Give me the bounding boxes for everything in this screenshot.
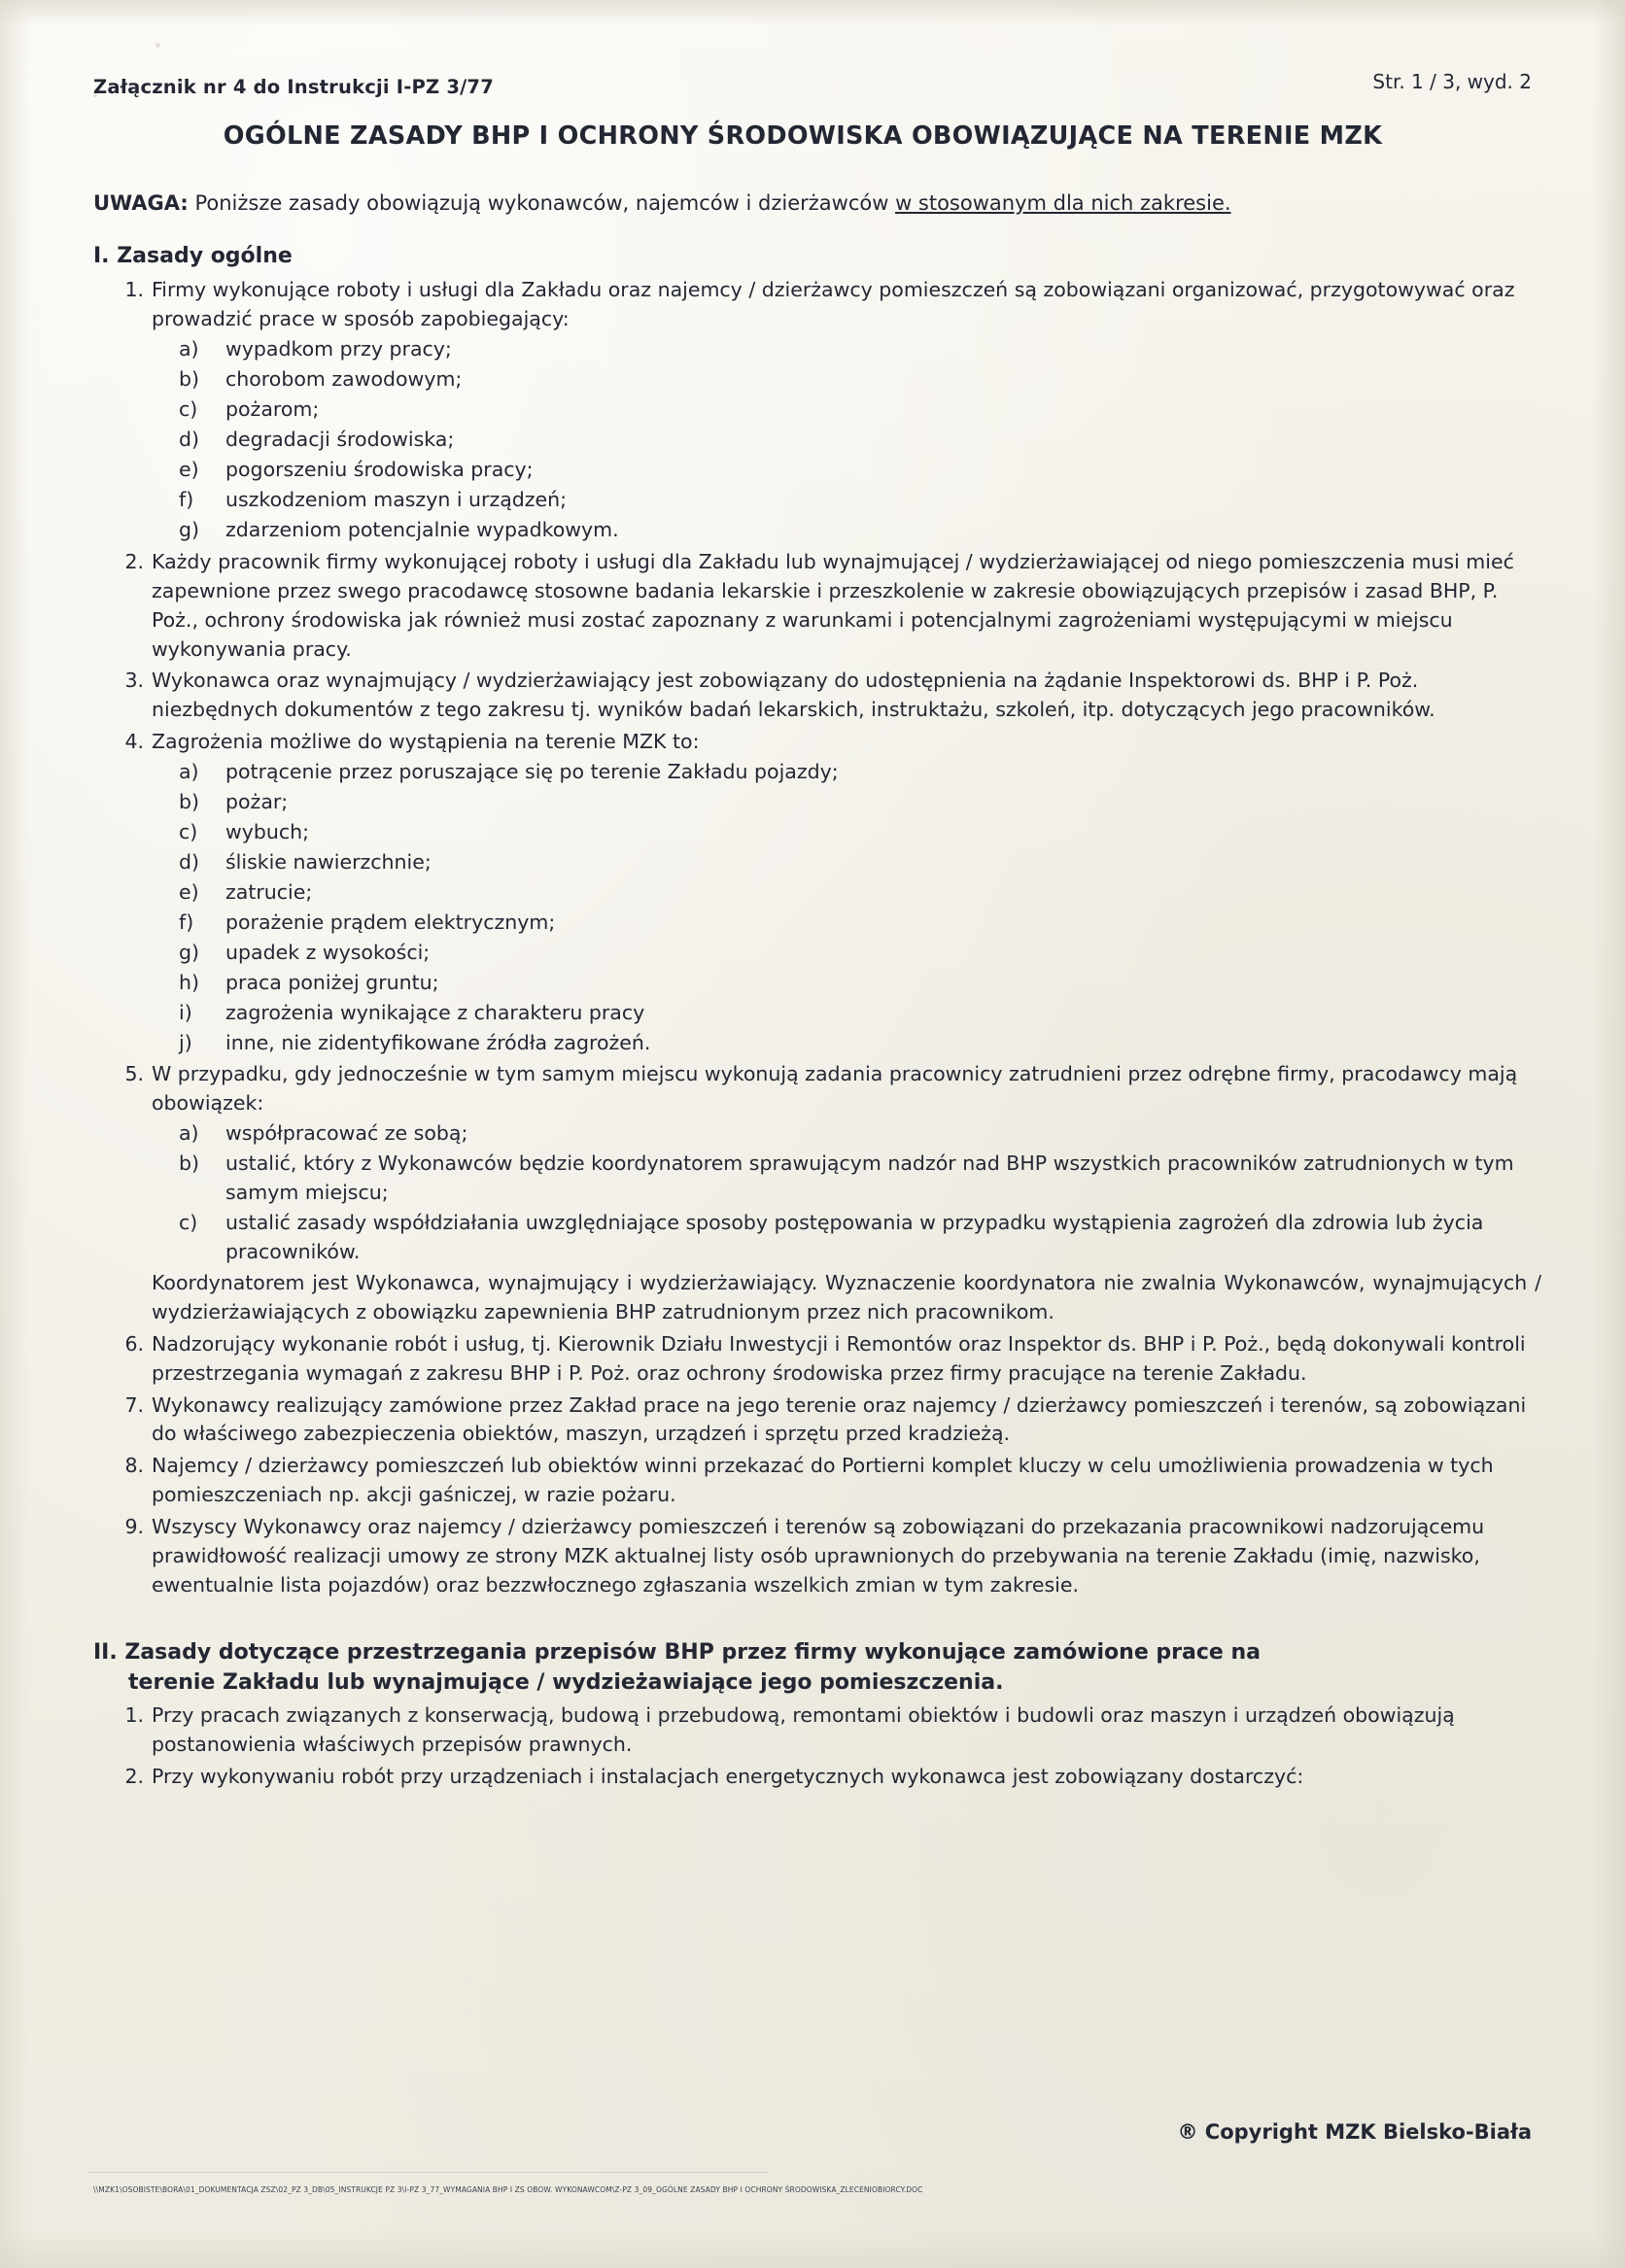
sub-list-item <box>152 1119 1541 1149</box>
list-item-text: Przy pracach związanych z konserwacją, budową i przebudową, remontami obiektów i budowli oraz maszyn i urządzeń obowiązują postanowienia właściwych przepisów prawnych. <box>152 1703 1455 1757</box>
sub-list-text: upadek z wysokości; <box>225 940 431 964</box>
sub-list-text: pogorszeniu środowiska pracy; <box>225 457 534 481</box>
sub-list-marker: c) <box>179 1211 198 1235</box>
section-2-title <box>93 1637 1541 1698</box>
list-marker: 2. <box>124 549 144 573</box>
sub-list-item <box>152 1029 1541 1058</box>
sub-list-marker: f) <box>179 487 194 511</box>
document-header <box>93 68 1541 101</box>
sub-list-marker: c) <box>179 820 198 844</box>
sub-list-text: zagrożenia wynikające z charakteru pracy <box>225 1000 645 1024</box>
sub-list-text: ustalić zasady współdziałania uwzględniające sposoby postępowania w przypadku wystąpienia zagrożeń dla zdrowia lub życia pracowników. <box>225 1211 1484 1263</box>
sub-list-item <box>152 878 1541 908</box>
sub-list-marker: a) <box>179 337 199 361</box>
list-marker: 7. <box>124 1392 144 1417</box>
sub-list-item <box>152 395 1541 425</box>
sub-list-marker: b) <box>179 367 200 392</box>
sub-list-marker: b) <box>179 1151 200 1176</box>
scan-speck <box>156 43 160 48</box>
sub-list-text: praca poniżej gruntu; <box>225 970 439 994</box>
sub-list-marker: a) <box>179 760 199 784</box>
sub-list-text: współpracować ze sobą; <box>225 1121 468 1146</box>
notice-label: UWAGA: <box>93 190 189 215</box>
sub-list-marker: g) <box>179 940 200 964</box>
sub-list-marker: h) <box>179 970 199 994</box>
sub-list-marker: j) <box>179 1030 192 1054</box>
sub-list-item <box>152 1209 1541 1267</box>
sub-list-text: uszkodzeniom maszyn i urządzeń; <box>225 487 568 511</box>
list-item-text: Nadzorujący wykonanie robót i usług, tj. Kierownik Działu Inwestycji i Remontów oraz Inspektor ds. BHP i P. Poż., będą dokonywali kontroli przestrzegania wymagań z zakresu BHP i P. Poż. oraz ochrony środowiska przez firmy pracujące na terenie Zakładu. <box>152 1331 1526 1385</box>
section-2-title-line-1: II. Zasady dotyczące przestrzegania przepisów BHP przez firmy wykonujące zamówione prace na <box>93 1640 1261 1666</box>
sub-list-marker: d) <box>179 849 200 874</box>
sub-list-text: pożar; <box>225 790 289 814</box>
sub-list-item <box>152 758 1541 787</box>
sub-list-marker: e) <box>179 879 199 904</box>
paper-edge-top <box>0 0 1625 25</box>
sub-list-text: chorobom zawodowym; <box>225 367 463 392</box>
list-item <box>93 1060 1541 1326</box>
sub-list-text: porażenie prądem elektrycznym; <box>225 910 556 934</box>
paper-edge-left <box>0 0 29 2268</box>
list-item-text: W przypadku, gdy jednocześnie w tym samym miejscu wykonują zadania pracownicy zatrudnieni przez odrębne firmy, pracodawcy mają obowiązek: <box>152 1062 1518 1116</box>
list-marker: 2. <box>124 1765 144 1789</box>
sub-list-item <box>152 486 1541 515</box>
list-item-text: Najemcy / dzierżawcy pomieszczeń lub obiektów winni przekazać do Portierni komplet kluczy w celu umożliwienia prowadzenia w tych pomieszczeniach np. akcji gaśniczej, w razie pożaru. <box>152 1454 1494 1507</box>
list-item <box>93 276 1541 544</box>
sub-list-item <box>152 426 1541 455</box>
sub-list-item <box>152 909 1541 938</box>
sub-list-marker: b) <box>179 790 200 814</box>
header-reference: Załącznik nr 4 do Instrukcji I-PZ 3/77 <box>93 76 494 98</box>
sub-list <box>152 335 1541 544</box>
sub-list <box>152 758 1541 1057</box>
list-marker: 6. <box>124 1331 144 1356</box>
sub-list-text: inne, nie zidentyfikowane źródła zagrożeń. <box>225 1030 651 1054</box>
sub-list-item <box>152 999 1541 1028</box>
sub-list-text: wybuch; <box>225 820 310 844</box>
list-marker: 3. <box>124 669 144 693</box>
sub-list-text: potrącenie przez poruszające się po terenie Zakładu pojazdy; <box>225 760 839 784</box>
sub-list-item <box>152 969 1541 998</box>
sub-list-marker: e) <box>179 457 199 481</box>
list-item-text: Wykonawca oraz wynajmujący / wydzierżawiający jest zobowiązany do udostępnienia na żądanie Inspektorowi ds. BHP i P. Poż. niezbędnych dokumentów z tego zakresu tj. wyników badań lekarskich, instruktażu, szkoleń, itp. dotyczących jego pracowników. <box>152 669 1435 722</box>
sub-list-text: zatrucie; <box>225 879 313 904</box>
sub-list-item <box>152 456 1541 485</box>
list-marker: 5. <box>124 1062 144 1086</box>
footer-file-path: \\MZK1\OSOBISTE\BORA\01_DOKUMENTACJA ZSZ\02_PZ 3_DB\05_INSTRUKCJE PZ 3\I-PZ 3_77_WYMAGANIA BHP I ZS OBOW. WYKONAWCOM\Z-PZ 3_09_OGÓLNE ZASADY BHP I OCHRONY ŚRODOWISKA_ZLECENIOBIORCY.DOC <box>93 2185 923 2194</box>
sub-list-item <box>152 335 1541 364</box>
header-page-info: Str. 1 / 3, wyd. 2 <box>1372 70 1532 93</box>
sub-list-item <box>152 516 1541 545</box>
list-item-text: Zagrożenia możliwe do wystąpienia na terenie MZK to: <box>152 730 700 754</box>
section-1-list <box>93 276 1541 1600</box>
page-title: OGÓLNE ZASADY BHP I OCHRONY ŚRODOWISKA OBOWIĄZUJĄCE NA TERENIE MZK <box>223 121 1383 152</box>
sub-list-item <box>152 818 1541 847</box>
notice-paragraph <box>93 189 1541 219</box>
sub-list-text: wypadkom przy pracy; <box>225 337 452 361</box>
sub-list-marker: i) <box>179 1000 192 1024</box>
list-item <box>93 1330 1541 1389</box>
sub-list-marker: d) <box>179 428 200 452</box>
list-marker: 9. <box>124 1515 144 1539</box>
list-item <box>93 1452 1541 1510</box>
sub-list-text: zdarzeniom potencjalnie wypadkowym. <box>225 517 619 541</box>
sub-list-text: ustalić, który z Wykonawców będzie koordynatorem sprawującym nadzór nad BHP wszystkich pracowników zatrudnionych w tym samym miejscu; <box>225 1151 1514 1205</box>
section-2-title-line-2: terenie Zakładu lub wynajmujące / wydzieżawiające jego pomieszczenia. <box>128 1670 1004 1696</box>
sub-list-item <box>152 848 1541 877</box>
sub-list-text: degradacji środowiska; <box>225 428 455 452</box>
list-item <box>93 1392 1541 1450</box>
sub-list-item <box>152 365 1541 395</box>
document-body <box>93 68 1541 1792</box>
list-item <box>93 1701 1541 1760</box>
footer-divider <box>87 2172 768 2173</box>
list-item <box>93 728 1541 1057</box>
sub-list-text: śliskie nawierzchnie; <box>225 849 432 874</box>
sub-list-marker: a) <box>179 1121 199 1146</box>
list-item-text: Wszyscy Wykonawcy oraz najemcy / dzierżawcy pomieszczeń i terenów są zobowiązani do przekazania pracownikowi nadzorującemu prawidłowość realizacji umowy ze strony MZK aktualnej listy osób uprawnionych do przebywania na terenie Zakładu (imię, nazwisko, ewentualnie lista pojazdów) oraz bezzwłocznego zgłaszania wszelkich zmian w tym zakresie. <box>152 1515 1485 1598</box>
notice-underlined-text: w stosowanym dla nich zakresie. <box>895 190 1231 215</box>
list-item-text: Firmy wykonujące roboty i usługi dla Zakładu oraz najemcy / dzierżawcy pomieszczeń są zobowiązani organizować, przygotowywać oraz prowadzić prace w sposób zapobiegający: <box>152 278 1515 331</box>
list-item <box>93 667 1541 725</box>
list-marker: 1. <box>124 1703 144 1728</box>
notice-text: Poniższe zasady obowiązują wykonawców, najemców i dzierżawców <box>188 190 896 215</box>
sub-list-item <box>152 1150 1541 1208</box>
sub-list <box>152 1119 1541 1267</box>
list-item <box>93 1763 1541 1792</box>
sub-list-marker: g) <box>179 517 200 541</box>
sub-list-item <box>152 939 1541 968</box>
list-item-text: Przy wykonywaniu robót przy urządzeniach i instalacjach energetycznych wykonawca jest zobowiązany dostarczyć: <box>152 1765 1304 1789</box>
list-marker: 1. <box>124 278 144 302</box>
sub-list-item <box>152 788 1541 817</box>
list-marker: 8. <box>124 1454 144 1478</box>
sub-list-marker: f) <box>179 910 194 934</box>
section-1-title: I. Zasady ogólne <box>93 244 293 269</box>
list-item-text: Wykonawcy realizujący zamówione przez Zakład prace na jego terenie oraz najemcy / dzierżawcy pomieszczeń i terenów, są zobowiązani do właściwego zabezpieczenia obiektów, maszyn, urządzeń i sprzętu przed kradzieżą. <box>152 1392 1527 1446</box>
list-item <box>93 548 1541 665</box>
sub-list-text: pożarom; <box>225 397 320 422</box>
paper-edge-bottom <box>0 2229 1625 2268</box>
list-item <box>93 1513 1541 1600</box>
copyright-notice: ® Copyright MZK Bielsko-Biała <box>1177 2120 1532 2144</box>
list-item-text: Każdy pracownik firmy wykonującej roboty i usługi dla Zakładu lub wynajmującej / wydzierżawiającej od niego pomieszczenia musi mieć zapewnione przez swego pracodawcę stosowne badania lekarskie i przeszkolenie w zakresie obowiązujących przepisów i zasad BHP, P. Poż., ochrony środowiska jak również musi zostać zapoznany z warunkami i potencjalnymi zagrożeniami występującymi w miejscu wykonywania pracy. <box>152 549 1514 661</box>
section-2-list <box>93 1701 1541 1792</box>
list-marker: 4. <box>124 730 144 754</box>
list-item-trailing-paragraph: Koordynatorem jest Wykonawca, wynajmujący i wydzierżawiający. Wyznaczenie koordynatora nie zwalnia Wykonawców, wynajmujących / wydzierżawiających z obowiązku zapewnienia BHP zatrudnionym przez nich pracownikom. <box>152 1270 1541 1323</box>
paper-edge-right <box>1592 0 1625 2268</box>
sub-list-marker: c) <box>179 397 198 422</box>
